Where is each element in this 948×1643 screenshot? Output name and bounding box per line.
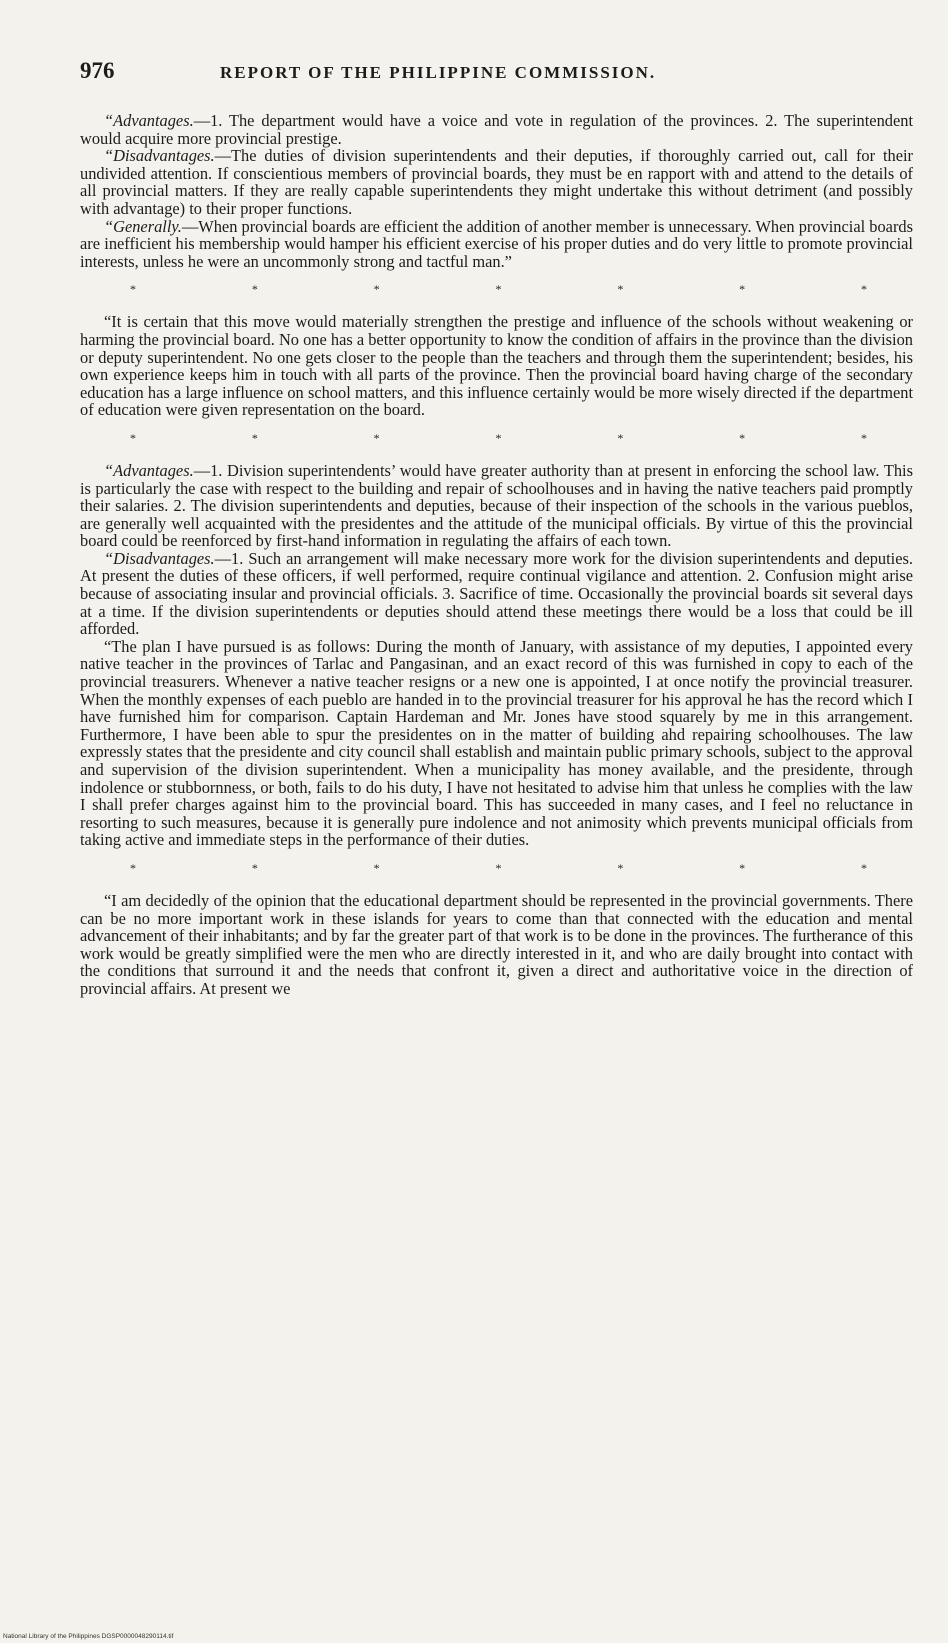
running-head: REPORT OF THE PHILIPPINE COMMISSION. — [220, 63, 657, 82]
star: * — [251, 282, 258, 297]
paragraph-generally — [80, 218, 913, 271]
star: * — [130, 860, 136, 875]
star: * — [373, 430, 380, 445]
paragraph-opinion — [80, 892, 913, 998]
ellipsis-stars-1 — [80, 282, 913, 300]
star: * — [130, 282, 136, 297]
star: * — [251, 430, 258, 445]
ellipsis-stars-3 — [80, 861, 913, 879]
star: * — [739, 282, 746, 297]
paragraph-label: “Disadvantages. — [104, 548, 215, 568]
star: * — [495, 860, 502, 875]
star: * — [617, 430, 624, 445]
star: * — [860, 430, 867, 445]
paragraph-text: —1. The department would have a voice and vote in regulation of the provinces. 2. The superintendent would acquire more provincial prestige. — [80, 111, 913, 148]
paragraph-text: —When provincial boards are efficient the addition of another member is unnecessary. When provincial boards are inefficient his membership would hamper his efficient exercise of his proper duties and do very little to promote provincial interests, unless he were an uncommonly strong and tactful man.” — [80, 216, 913, 271]
ellipsis-stars-2 — [80, 431, 913, 449]
paragraph-text: —1. Such an arrangement will make necessary more work for the division superintendents and deputies. At present the duties of these officers, if well performed, require continual vigilance and attention. 2. Confusion might arise because of associating insular and provincial officials. 3. Sacrifice of time. Occasionally the provincial boards sit several days at a time. If the division superintendents or deputies should attend these meetings there would be a loss that could be ill afforded. — [80, 548, 913, 639]
star: * — [739, 430, 746, 445]
star: * — [860, 860, 867, 875]
page-number: 976 — [80, 58, 115, 83]
paragraph-text: “It is certain that this move would materially strengthen the prestige and influence of the schools without weakening or harming the provincial board. No one has a better opportunity to know the condition of affairs in the province than the division or deputy superintendent. No one gets closer to the people than the teachers and through them the superintendent; besides, his own experience keeps him in touch with all parts of the province. Then the provincial board having charge of the secondary education has a large influence on school matters, and this influence certainly would be more wisely directed if the department of education were given representation on the board. — [80, 312, 913, 420]
star: * — [495, 430, 502, 445]
paragraph-text: —1. Division superintendents’ would have greater authority than at present in enforcing the school law. This is particularly the case with respect to the building and repair of schoolhouses and in having the native teachers paid promptly their salaries. 2. The division superintendents and deputies, because of their inspection of the schools in the various pueblos, are generally well acquainted with the presidentes and the attitude of the municipal officials. By virtue of this the provincial board could be reenforced by first-hand information in regulating the affairs of each town. — [80, 460, 913, 551]
paragraph-label: “Advantages. — [104, 460, 194, 480]
paragraph-label: “Generally. — [104, 216, 182, 236]
star: * — [373, 860, 380, 875]
scan-footer: National Library of the Philippines DGSP0000048290114.tif — [3, 1633, 174, 1640]
document-page — [80, 58, 913, 998]
paragraph-prestige — [80, 313, 913, 419]
paragraph-disadvantages-2 — [80, 550, 913, 638]
star: * — [739, 860, 746, 875]
paragraph-advantages-2 — [80, 462, 913, 550]
star: * — [617, 282, 624, 297]
paragraph-text: “I am decidedly of the opinion that the educational department should be represented in the provincial governments. There can be no more important work in these islands for years to come than that connected with the education and mental advancement of their inhabitants; and by far the greater part of that work is to be done in the provinces. The furtherance of this work would be greatly simplified were the men who are directly interested in it, and who are daily brought into contact with the conditions that surround it and the needs that confront it, given a direct and authoritative voice in the direction of provincial affairs. At present we — [80, 890, 913, 998]
star: * — [130, 430, 136, 445]
paragraph-disadvantages-1 — [80, 147, 913, 217]
star: * — [373, 282, 380, 297]
star: * — [860, 282, 867, 297]
paragraph-advantages-1 — [80, 112, 913, 147]
paragraph-text: “The plan I have pursued is as follows: During the month of January, with assistance of my deputies, I appointed every native teacher in the provinces of Tarlac and Pangasinan, and an exact record of this was furnished in copy to each of the provincial treasurers. Whenever a native teacher resigns or a new one is appointed, I at once notify the provincial treasurer. When the monthly expenses of each pueblo are handed in to the provincial treasurer for his approval he has the record which I have furnished him for comparison. Captain Hardeman and Mr. Jones have stood squarely by me in this arrangement. Furthermore, I have been able to spur the presidentes on in the matter of building ahd repairing schoolhouses. The law expressly states that the presidente and city council shall establish and maintain public primary schools, subject to the approval and supervision of the division superintendent. When a municipality has money available, and the presidente, through indolence or stubbornness, or both, fails to do his duty, I have not hesitated to advise him that unless he complies with the law I shall prefer charges against him to the provincial board. This has succeeded in many cases, and I feel no reluctance in resorting to such measures, because it is generally pure indolence and not animosity which prevents municipal officials from taking active and immediate steps in the performance of their duties. — [80, 636, 913, 850]
star: * — [495, 282, 502, 297]
paragraph-label: “Disadvantages. — [104, 146, 215, 166]
paragraph-plan — [80, 638, 913, 849]
paragraph-text: —The duties of division superintendents and their deputies, if thoroughly carried out, call for their undivided attention. If conscientious members of provincial boards, they must be en rapport with and attend to the details of all provincial matters. If they are really capable superintendents they might undertake this without detriment (and possibly with advantage) to their proper functions. — [80, 146, 913, 218]
star: * — [617, 860, 624, 875]
page-header — [80, 58, 913, 98]
paragraph-label: “Advantages. — [104, 111, 194, 130]
star: * — [251, 860, 258, 875]
